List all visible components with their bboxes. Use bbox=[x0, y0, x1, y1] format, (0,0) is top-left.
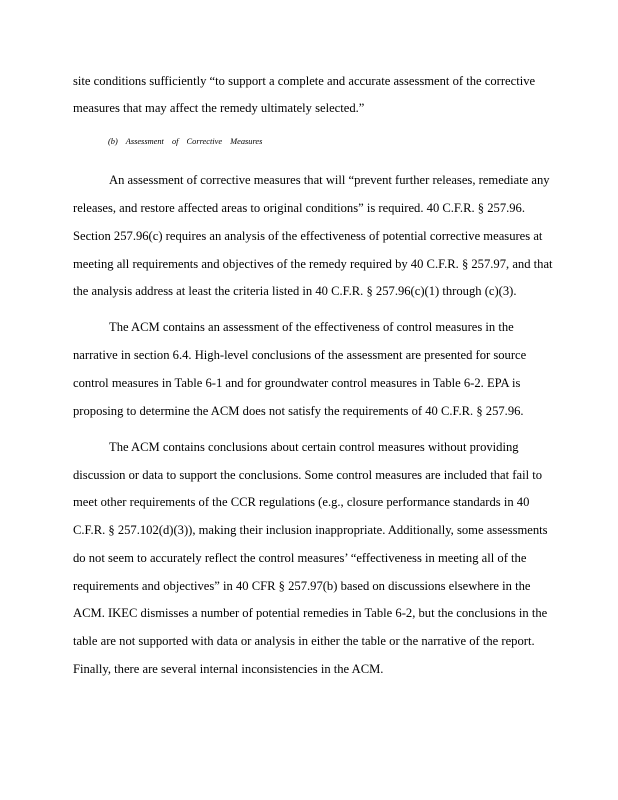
intro-line-2: measures that may affect the remedy ultimately selected.” bbox=[73, 101, 365, 115]
paragraph-line: The ACM contains conclusions about certain control measures without providing bbox=[109, 440, 519, 454]
paragraph-line: An assessment of corrective measures that will “prevent further releases, remediate any bbox=[109, 173, 550, 187]
paragraph-line: Finally, there are several internal inconsistencies in the ACM. bbox=[73, 662, 384, 676]
paragraph-line: narrative in section 6.4. High-level conclusions of the assessment are presented for source bbox=[73, 348, 527, 362]
paragraph-line: proposing to determine the ACM does not satisfy the requirements of 40 C.F.R. § 257.96. bbox=[73, 404, 524, 418]
paragraph-line: C.F.R. § 257.102(d)(3)), making their inclusion inappropriate. Additionally, some assessments bbox=[73, 523, 548, 537]
paragraph-line: table are not supported with data or analysis in either the table or the narrative of the report. bbox=[73, 634, 535, 648]
paragraph-line: releases, and restore affected areas to original conditions” is required. 40 C.F.R. § 257.96. bbox=[73, 201, 526, 215]
paragraph-line: The ACM contains an assessment of the effectiveness of control measures in the bbox=[109, 320, 514, 334]
paragraph-line: ACM. IKEC dismisses a number of potential remedies in Table 6-2, but the conclusions in the bbox=[73, 606, 548, 620]
paragraph-line: the analysis address at least the criteria listed in 40 C.F.R. § 257.96(c)(1) through (c)(3). bbox=[73, 284, 517, 298]
section-heading: (b) Assessment of Corrective Measures bbox=[108, 137, 263, 146]
paragraph-line: control measures in Table 6-1 and for groundwater control measures in Table 6-2. EPA is bbox=[73, 376, 521, 390]
paragraph-line: meeting all requirements and objectives of the remedy required by 40 C.F.R. § 257.97, and that bbox=[73, 257, 553, 271]
paragraph-line: requirements and objectives” in 40 CFR § 257.97(b) based on discussions elsewhere in the bbox=[73, 579, 531, 593]
paragraph-line: meet other requirements of the CCR regulations (e.g., closure performance standards in 40 bbox=[73, 495, 530, 509]
intro-line-1: site conditions sufficiently “to support a complete and accurate assessment of the corrective bbox=[73, 74, 536, 88]
paragraph-line: do not seem to accurately reflect the control measures’ “effectiveness in meeting all of the bbox=[73, 551, 527, 565]
paragraph-line: discussion or data to support the conclusions. Some control measures are included that fail to bbox=[73, 468, 543, 482]
paragraph-line: Section 257.96(c) requires an analysis of the effectiveness of potential corrective measures at bbox=[73, 229, 543, 243]
